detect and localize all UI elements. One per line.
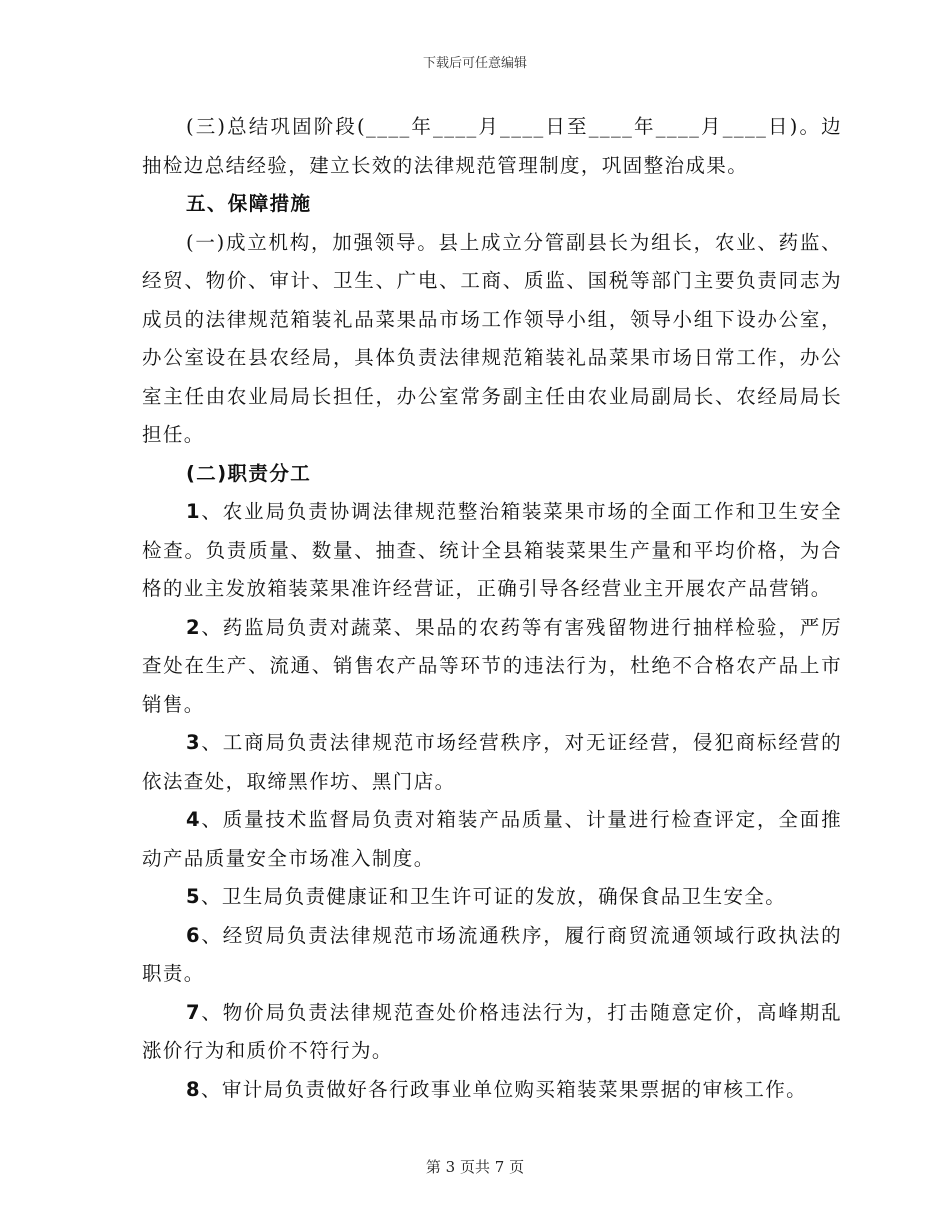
list-item	[142, 493, 842, 609]
item-number: 7	[186, 1000, 201, 1024]
paragraph-organization: (一)成立机构，加强领导。县上成立分管副县长为组长，农业、药监、经贸、物价、审计、卫生、广电、工商、质监、国税等部门主要负责同志为成员的法律规范箱装礼品菜果品市场工作领导小组，领导小组下设办公室，办公室设在县农经局，具体负责法律规范箱装礼品菜果市场日常工作，办公室主任由农业局局长担任，办公室常务副主任由农业局副局长、农经局局长担任。	[142, 230, 842, 446]
page-header: 下载后可任意编辑	[422, 56, 527, 71]
item-number: 5	[186, 885, 201, 908]
item-number: 6	[186, 923, 201, 947]
item-text: 、工商局负责法律规范市场经营秩序，对无证经营，侵犯商标经营的依法查处，取缔黑作坊、黑门店。	[142, 731, 842, 793]
list-item	[142, 724, 842, 801]
section-heading-duties: (二)职责分工	[186, 461, 312, 485]
list-item	[142, 878, 842, 917]
paragraph-summary-stage: (三)总结巩固阶段(____年____月____日至____年____月____日)。边抽检边总结经验，建立长效的法律规范管理制度，巩固整治成果。	[142, 115, 842, 177]
list-item	[142, 801, 842, 878]
item-number: 3	[186, 731, 201, 754]
list-item	[142, 609, 842, 725]
item-text: 、审计局负责做好各行政事业单位购买箱装菜果票据的审核工作。	[200, 1077, 808, 1101]
item-text: 、经贸局负责法律规范市场流通秩序，履行商贸流通领域行政执法的职责。	[142, 923, 842, 985]
page-footer: 第 3 页共 7 页	[425, 1158, 525, 1176]
item-number: 1	[186, 500, 201, 523]
item-number: 2	[186, 615, 201, 639]
list-item	[142, 994, 842, 1071]
item-text: 、农业局负责协调法律规范整治箱装菜果市场的全面工作和卫生安全检查。负责质量、数量、抽查、统计全县箱装菜果生产量和平均价格，为合格的业主发放箱装菜果准许经营证，正确引导各经营业主开展农产品营销。	[142, 500, 842, 600]
list-item	[142, 1071, 842, 1110]
item-text: 、卫生局负责健康证和卫生许可证的发放，确保食品卫生安全。	[200, 885, 787, 908]
item-number: 4	[186, 808, 201, 831]
document-body	[142, 108, 842, 1109]
section-heading-measures: 五、保障措施	[186, 192, 312, 215]
item-text: 、质量技术监督局负责对箱装产品质量、计量进行检查评定，全面推动产品质量安全市场准入制度。	[142, 808, 842, 870]
item-text: 、药监局负责对蔬菜、果品的农药等有害残留物进行抽样检验，严厉查处在生产、流通、销售农产品等环节的违法行为，杜绝不合格农产品上市销售。	[142, 615, 842, 716]
item-text: 、物价局负责法律规范查处价格违法行为，打击随意定价，高峰期乱涨价行为和质价不符行为。	[142, 1000, 842, 1062]
list-item	[142, 917, 842, 994]
item-number: 8	[186, 1077, 201, 1101]
